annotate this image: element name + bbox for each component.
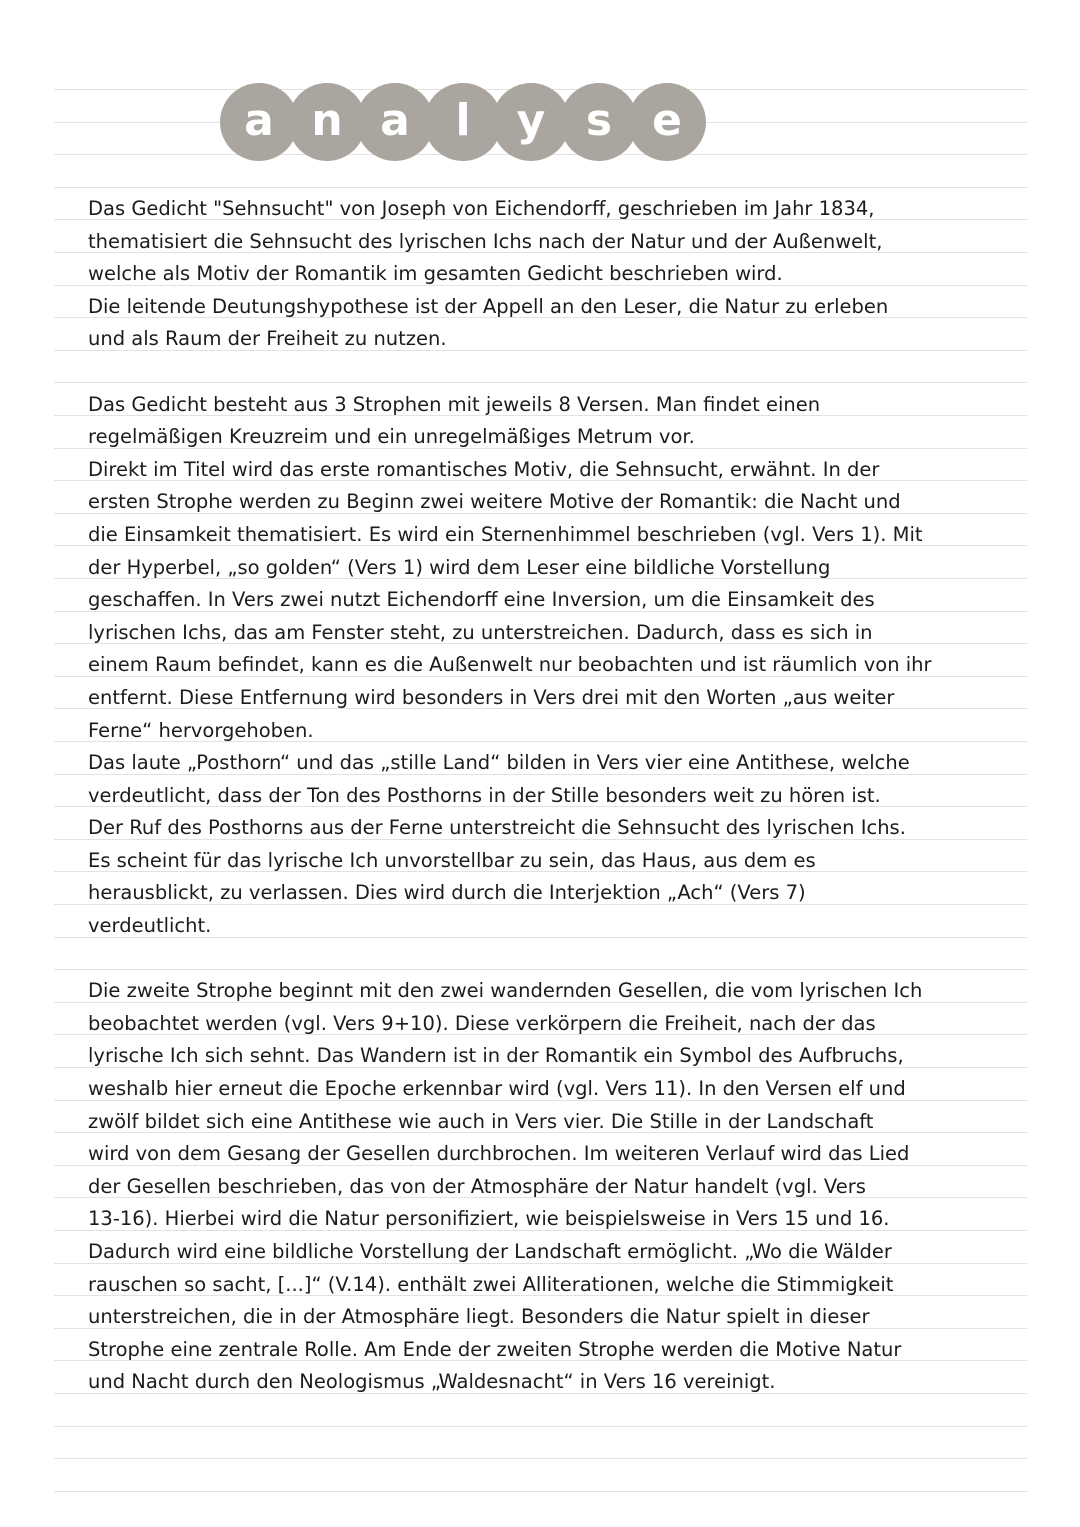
text-line: Das laute „Posthorn“ und das „stille Land“ bilden in Vers vier eine Antithese, welche [88, 751, 910, 775]
text-line: verdeutlicht, dass der Ton des Posthorns in der Stille besonders weit zu hören ist. [88, 783, 881, 807]
text-line: lyrischen Ichs, das am Fenster steht, zu unterstreichen. Dadurch, dass es sich in [88, 620, 873, 644]
ruled-line [54, 1426, 1027, 1427]
text-line: Direkt im Titel wird das erste romantisches Motiv, die Sehnsucht, erwähnt. In der [88, 457, 880, 481]
text-line: geschaffen. In Vers zwei nutzt Eichendorff eine Inversion, um die Einsamkeit des [88, 588, 875, 612]
text-line: Das Gedicht besteht aus 3 Strophen mit jeweils 8 Versen. Man findet einen [88, 392, 821, 416]
text-line: 13-16). Hierbei wird die Natur personifiziert, wie beispielsweise in Vers 15 und 16. [88, 1207, 890, 1231]
text-line: der Hyperbel, „so golden“ (Vers 1) wird dem Leser eine bildliche Vorstellung [88, 555, 831, 579]
text-line: beobachtet werden (vgl. Vers 9+10). Diese verkörpern die Freiheit, nach der das [88, 1011, 876, 1035]
paragraph-second-stanza [88, 975, 988, 1399]
text-line: ersten Strophe werden zu Beginn zwei weitere Motive der Romantik: die Nacht und [88, 490, 901, 514]
text-line: der Gesellen beschrieben, das von der Atmosphäre der Natur handelt (vgl. Vers [88, 1174, 866, 1198]
text-line: herausblickt, zu verlassen. Dies wird durch die Interjektion „Ach“ (Vers 7) [88, 881, 806, 905]
text-line: unterstreichen, die in der Atmosphäre liegt. Besonders die Natur spielt in dieser [88, 1305, 870, 1329]
text-line: einem Raum befindet, kann es die Außenwelt nur beobachten und ist räumlich von ihr [88, 653, 932, 677]
page-title [220, 83, 706, 161]
text-line: regelmäßigen Kreuzreim und ein unregelmäßiges Metrum vor. [88, 425, 695, 449]
text-line: und Nacht durch den Neologismus „Waldesnacht“ in Vers 16 vereinigt. [88, 1370, 776, 1394]
text-line: verdeutlicht. [88, 914, 212, 938]
analysis-text [88, 193, 988, 1399]
paragraph-intro [88, 193, 988, 356]
text-line: Strophe eine zentrale Rolle. Am Ende der zweiten Strophe werden die Motive Natur [88, 1337, 902, 1361]
text-line: entfernt. Diese Entfernung wird besonders in Vers drei mit den Worten „aus weiter [88, 685, 895, 709]
title-letter: l [424, 83, 502, 161]
ruled-line [54, 187, 1027, 188]
text-line: wird von dem Gesang der Gesellen durchbrochen. Im weiteren Verlauf wird das Lied [88, 1142, 910, 1166]
text-line: Dadurch wird eine bildliche Vorstellung der Landschaft ermöglicht. „Wo die Wälder [88, 1240, 892, 1263]
text-line: Ferne“ hervorgehoben. [88, 718, 314, 742]
title-letter: s [560, 83, 638, 161]
text-line: zwölf bildet sich eine Antithese wie auch in Vers vier. Die Stille in der Landschaft [88, 1109, 874, 1133]
text-line: thematisiert die Sehnsucht des lyrischen Ichs nach der Natur und der Außenwelt, [88, 229, 883, 253]
title-letter: y [492, 83, 570, 161]
ruled-line [54, 1458, 1027, 1459]
title-letter: n [288, 83, 366, 161]
text-line: weshalb hier erneut die Epoche erkennbar wird (vgl. Vers 11). In den Versen elf und [88, 1077, 906, 1101]
text-line: Das Gedicht "Sehnsucht" von Joseph von Eichendorff, geschrieben im Jahr 1834, [88, 197, 875, 220]
text-line: die Einsamkeit thematisiert. Es wird ein Sternenhimmel beschrieben (vgl. Vers 1). Mit [88, 522, 923, 546]
text-line: Der Ruf des Posthorns aus der Ferne unterstreicht die Sehnsucht des lyrischen Ichs. [88, 816, 906, 840]
text-line: Es scheint für das lyrische Ich unvorstellbar zu sein, das Haus, aus dem es [88, 848, 816, 872]
title-letter: e [628, 83, 706, 161]
title-letter: a [356, 83, 434, 161]
paragraph-first-stanza [88, 389, 988, 943]
text-line: und als Raum der Freiheit zu nutzen. [88, 327, 447, 351]
title-letter: a [220, 83, 298, 161]
text-line: lyrische Ich sich sehnt. Das Wandern ist in der Romantik ein Symbol des Aufbruchs, [88, 1044, 904, 1068]
text-line: welche als Motiv der Romantik im gesamten Gedicht beschrieben wird. [88, 262, 783, 286]
text-line: Die leitende Deutungshypothese ist der Appell an den Leser, die Natur zu erleben [88, 294, 889, 318]
ruled-line [54, 1491, 1027, 1492]
text-line: rauschen so sacht, [...]“ (V.14). enthält zwei Alliterationen, welche die Stimmigkeit [88, 1272, 894, 1296]
text-line: Die zweite Strophe beginnt mit den zwei wandernden Gesellen, die vom lyrischen Ich [88, 979, 923, 1003]
